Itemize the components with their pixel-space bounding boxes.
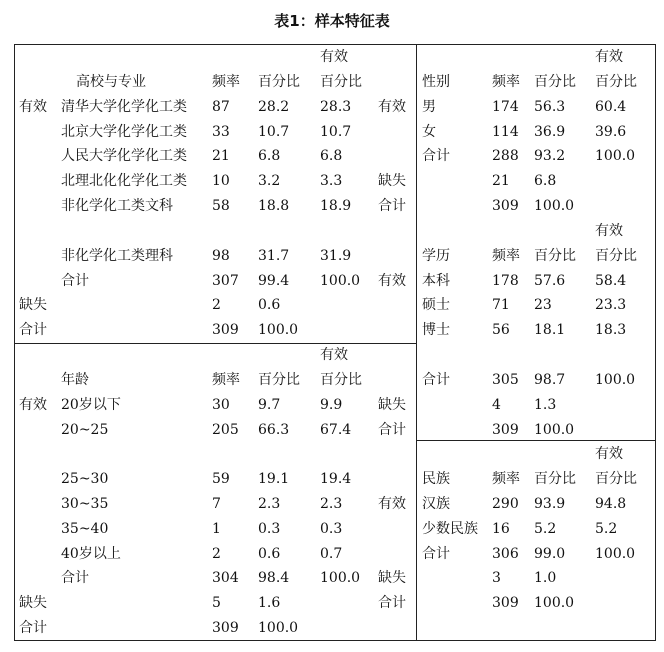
header-freq: 频率 bbox=[492, 471, 520, 487]
cell-name: 非化学化工类理科 bbox=[61, 248, 173, 264]
cell-pct: 28.2 bbox=[258, 99, 290, 115]
cell-pct: 99.4 bbox=[258, 273, 290, 289]
cell-freq: 178 bbox=[492, 273, 519, 289]
cell-pct: 10.7 bbox=[258, 124, 290, 140]
cell-name: 合计 bbox=[61, 273, 89, 289]
cell-name: 硕士 bbox=[422, 297, 450, 313]
missing-pct: 0.6 bbox=[258, 297, 281, 313]
cell-freq: 59 bbox=[212, 471, 230, 487]
cell-pct: 23 bbox=[534, 297, 552, 313]
header-name: 民族 bbox=[422, 471, 450, 487]
cell-freq: 21 bbox=[212, 148, 230, 164]
cell-freq: 205 bbox=[212, 422, 239, 438]
cell-name: 30~35 bbox=[61, 496, 109, 512]
cell-pct: 93.9 bbox=[534, 496, 566, 512]
valid-label: 有效 bbox=[378, 496, 406, 512]
missing-freq: 4 bbox=[492, 397, 501, 413]
cell-vpct: 3.3 bbox=[320, 173, 343, 189]
header-name: 高校与专业 bbox=[76, 74, 146, 90]
header-valid-top: 有效 bbox=[320, 347, 348, 363]
cell-vpct: 18.3 bbox=[595, 322, 627, 338]
missing-label: 缺失 bbox=[378, 397, 406, 413]
cell-freq: 56 bbox=[492, 322, 510, 338]
cell-name: 汉族 bbox=[422, 496, 450, 512]
missing-pct: 1.3 bbox=[534, 397, 557, 413]
missing-pct: 6.8 bbox=[534, 173, 557, 189]
header-vpct: 百分比 bbox=[320, 74, 362, 90]
total-pct: 100.0 bbox=[258, 620, 299, 636]
cell-name: 清华大学化学化工类 bbox=[61, 99, 187, 115]
header-vpct: 百分比 bbox=[595, 248, 637, 264]
header-valid-top: 有效 bbox=[595, 49, 623, 65]
cell-name: 北理北化化学化工类 bbox=[61, 173, 187, 189]
cell-freq: 16 bbox=[492, 521, 510, 537]
cell-name: 博士 bbox=[422, 322, 450, 338]
cell-vpct: 100.0 bbox=[595, 372, 636, 388]
valid-label: 有效 bbox=[19, 397, 47, 413]
valid-label: 有效 bbox=[378, 273, 406, 289]
total-label: 合计 bbox=[378, 595, 406, 611]
cell-pct: 9.7 bbox=[258, 397, 281, 413]
header-name: 学历 bbox=[422, 248, 450, 264]
cell-freq: 1 bbox=[212, 521, 221, 537]
header-valid-top: 有效 bbox=[595, 446, 623, 462]
cell-pct: 98.7 bbox=[534, 372, 566, 388]
missing-pct: 1.6 bbox=[258, 595, 281, 611]
header-vpct: 百分比 bbox=[595, 471, 637, 487]
cell-vpct: 2.3 bbox=[320, 496, 343, 512]
header-pct: 百分比 bbox=[534, 471, 576, 487]
cell-pct: 0.3 bbox=[258, 521, 281, 537]
total-label: 合计 bbox=[19, 322, 47, 338]
cell-freq: 58 bbox=[212, 198, 230, 214]
cell-pct: 6.8 bbox=[258, 148, 281, 164]
cell-vpct: 6.8 bbox=[320, 148, 343, 164]
cell-vpct: 100.0 bbox=[320, 570, 361, 586]
missing-label: 缺失 bbox=[378, 570, 406, 586]
cell-vpct: 9.9 bbox=[320, 397, 343, 413]
cell-vpct: 100.0 bbox=[595, 546, 636, 562]
cell-name: 女 bbox=[422, 124, 436, 140]
cell-name: 非化学化工类文科 bbox=[61, 198, 173, 214]
valid-label: 有效 bbox=[19, 99, 47, 115]
cell-freq: 71 bbox=[492, 297, 510, 313]
cell-pct: 19.1 bbox=[258, 471, 290, 487]
header-freq: 频率 bbox=[212, 74, 240, 90]
cell-vpct: 94.8 bbox=[595, 496, 627, 512]
cell-pct: 57.6 bbox=[534, 273, 566, 289]
cell-vpct: 19.4 bbox=[320, 471, 352, 487]
header-freq: 频率 bbox=[212, 372, 240, 388]
cell-name: 男 bbox=[422, 99, 436, 115]
total-pct: 100.0 bbox=[534, 422, 575, 438]
cell-pct: 99.0 bbox=[534, 546, 566, 562]
cell-vpct: 100.0 bbox=[595, 148, 636, 164]
cell-vpct: 0.3 bbox=[320, 521, 343, 537]
cell-name: 合计 bbox=[61, 570, 89, 586]
header-name: 性别 bbox=[422, 74, 450, 90]
cell-pct: 18.1 bbox=[534, 322, 566, 338]
missing-label: 缺失 bbox=[378, 173, 406, 189]
cell-vpct: 60.4 bbox=[595, 99, 627, 115]
missing-pct: 1.0 bbox=[534, 570, 557, 586]
cell-pct: 56.3 bbox=[534, 99, 566, 115]
header-pct: 百分比 bbox=[258, 74, 300, 90]
header-pct: 百分比 bbox=[534, 248, 576, 264]
cell-freq: 290 bbox=[492, 496, 519, 512]
total-freq: 309 bbox=[492, 595, 519, 611]
cell-vpct: 23.3 bbox=[595, 297, 627, 313]
cell-pct: 3.2 bbox=[258, 173, 281, 189]
total-freq: 309 bbox=[492, 198, 519, 214]
total-label: 合计 bbox=[378, 198, 406, 214]
cell-pct: 0.6 bbox=[258, 546, 281, 562]
cell-name: 少数民族 bbox=[422, 521, 478, 537]
header-valid-top: 有效 bbox=[320, 49, 348, 65]
cell-name: 合计 bbox=[422, 546, 450, 562]
cell-vpct: 100.0 bbox=[320, 273, 361, 289]
cell-freq: 33 bbox=[212, 124, 230, 140]
cell-vpct: 31.9 bbox=[320, 248, 352, 264]
cell-vpct: 10.7 bbox=[320, 124, 352, 140]
cell-pct: 36.9 bbox=[534, 124, 566, 140]
row-divider-left bbox=[14, 343, 417, 344]
row-divider-right bbox=[416, 440, 656, 441]
cell-vpct: 28.3 bbox=[320, 99, 352, 115]
total-pct: 100.0 bbox=[258, 322, 299, 338]
table-title: 表1：样本特征表 bbox=[274, 12, 390, 30]
cell-freq: 305 bbox=[492, 372, 519, 388]
cell-name: 北京大学化学化工类 bbox=[61, 124, 187, 140]
cell-pct: 5.2 bbox=[534, 521, 557, 537]
header-freq: 频率 bbox=[492, 74, 520, 90]
header-vpct: 百分比 bbox=[595, 74, 637, 90]
cell-pct: 2.3 bbox=[258, 496, 281, 512]
header-vpct: 百分比 bbox=[320, 372, 362, 388]
total-freq: 309 bbox=[492, 422, 519, 438]
cell-pct: 98.4 bbox=[258, 570, 290, 586]
total-pct: 100.0 bbox=[534, 595, 575, 611]
cell-pct: 93.2 bbox=[534, 148, 566, 164]
total-label: 合计 bbox=[19, 620, 47, 636]
missing-freq: 2 bbox=[212, 297, 221, 313]
cell-vpct: 5.2 bbox=[595, 521, 618, 537]
header-pct: 百分比 bbox=[534, 74, 576, 90]
cell-name: 35~40 bbox=[61, 521, 109, 537]
missing-freq: 3 bbox=[492, 570, 501, 586]
total-freq: 309 bbox=[212, 322, 239, 338]
cell-name: 合计 bbox=[422, 148, 450, 164]
cell-freq: 304 bbox=[212, 570, 239, 586]
cell-pct: 31.7 bbox=[258, 248, 290, 264]
cell-name: 40岁以上 bbox=[61, 546, 121, 562]
cell-name: 20~25 bbox=[61, 422, 109, 438]
missing-label: 缺失 bbox=[19, 297, 47, 313]
cell-vpct: 39.6 bbox=[595, 124, 627, 140]
header-freq: 频率 bbox=[492, 248, 520, 264]
missing-freq: 21 bbox=[492, 173, 510, 189]
missing-label: 缺失 bbox=[19, 595, 47, 611]
cell-freq: 288 bbox=[492, 148, 519, 164]
cell-pct: 66.3 bbox=[258, 422, 290, 438]
valid-label: 有效 bbox=[378, 99, 406, 115]
cell-freq: 174 bbox=[492, 99, 519, 115]
missing-freq: 5 bbox=[212, 595, 221, 611]
cell-freq: 114 bbox=[492, 124, 519, 140]
cell-freq: 87 bbox=[212, 99, 230, 115]
cell-vpct: 67.4 bbox=[320, 422, 352, 438]
header-pct: 百分比 bbox=[258, 372, 300, 388]
cell-freq: 98 bbox=[212, 248, 230, 264]
cell-freq: 10 bbox=[212, 173, 230, 189]
total-pct: 100.0 bbox=[534, 198, 575, 214]
total-label: 合计 bbox=[378, 422, 406, 438]
total-freq: 309 bbox=[212, 620, 239, 636]
cell-vpct: 18.9 bbox=[320, 198, 352, 214]
cell-name: 人民大学化学化工类 bbox=[61, 148, 187, 164]
cell-freq: 7 bbox=[212, 496, 221, 512]
cell-name: 合计 bbox=[422, 372, 450, 388]
cell-pct: 18.8 bbox=[258, 198, 290, 214]
cell-name: 25~30 bbox=[61, 471, 109, 487]
cell-vpct: 58.4 bbox=[595, 273, 627, 289]
cell-freq: 2 bbox=[212, 546, 221, 562]
cell-freq: 306 bbox=[492, 546, 519, 562]
header-valid-top: 有效 bbox=[595, 223, 623, 239]
cell-name: 本科 bbox=[422, 273, 450, 289]
header-name: 年龄 bbox=[61, 372, 89, 388]
cell-freq: 307 bbox=[212, 273, 239, 289]
cell-vpct: 0.7 bbox=[320, 546, 343, 562]
cell-freq: 30 bbox=[212, 397, 230, 413]
cell-name: 20岁以下 bbox=[61, 397, 121, 413]
